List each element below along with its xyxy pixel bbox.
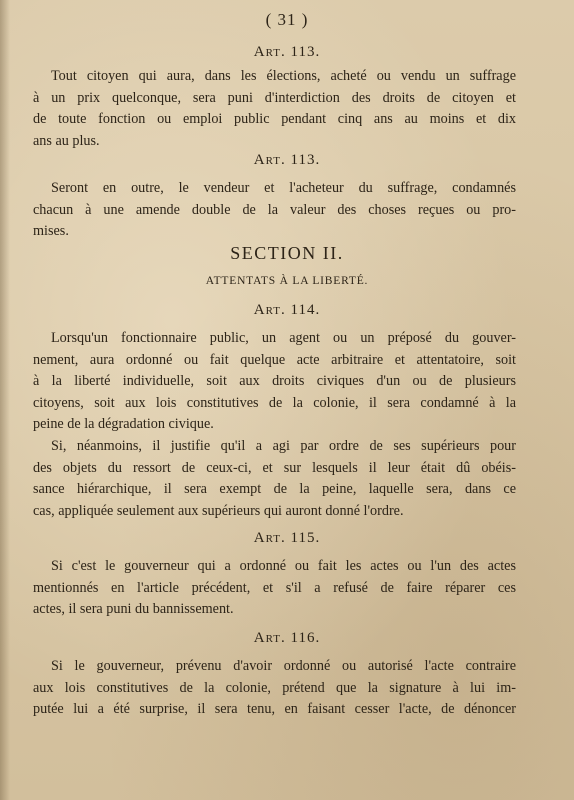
article-heading: Art. 116. [253, 630, 321, 646]
article-heading: Art. 114. [253, 302, 321, 318]
article-text: Lorsqu'un fonctionnaire public, un agent ou un préposé du gouver- nement, aura ordonné ou fait quelque acte arbitraire et attentatoire, soit à la liberté individuelle, soit aux droits civiques d'un ou de plusieurs citoyens, soit aux lois constitutives de la colonie, il sera condamné à la peine de la dégradation civique. [33, 330, 516, 432]
section-title: SECTION II. [230, 243, 344, 263]
article-heading: Art. 115. [253, 530, 321, 546]
page-spine-shadow [0, 0, 10, 800]
page-number: ( 31 ) [265, 10, 309, 29]
article-text: Tout citoyen qui aura, dans les élections, acheté ou vendu un suffrage à un prix quelconque, sera puni d'interdiction des droits de citoyen et de toute fonction ou emploi public pendant cinq ans au moins et dix ans au plus. [33, 68, 516, 149]
article-text: Si le gouverneur, prévenu d'avoir ordonné ou autorisé l'acte contraire aux lois constitutives de la colonie, prétend que la signature à lui im- putée lui a été surprise, il sera tenu, en faisant cesser l'acte, de dénoncer [33, 658, 516, 717]
section-subtitle: ATTENTATS À LA LIBERTÉ. [205, 275, 369, 287]
article-text: Si c'est le gouverneur qui a ordonné ou fait les actes ou l'un des actes mentionnés en l'article précédent, et s'il a refusé de faire réparer ces actes, il sera puni du bannissement. [33, 558, 516, 617]
article-heading: Art. 113. [253, 152, 321, 168]
article-text: Seront en outre, le vendeur et l'acheteur du suffrage, condamnés chacun à une amende double de la valeur des choses reçues ou pro- mises. [33, 180, 516, 239]
article-heading: Art. 113. [253, 44, 321, 60]
article-text: Si, néanmoins, il justifie qu'il a agi par ordre de ses supérieurs pour des objets du ressort de ceux-ci, et sur lesquels il leur était dû obéis- sance hiérarchique, il sera exempt de la peine, laquelle sera, dans ce cas, appliquée seulement aux supérieurs qui auront donné l'ordre. [33, 438, 516, 519]
